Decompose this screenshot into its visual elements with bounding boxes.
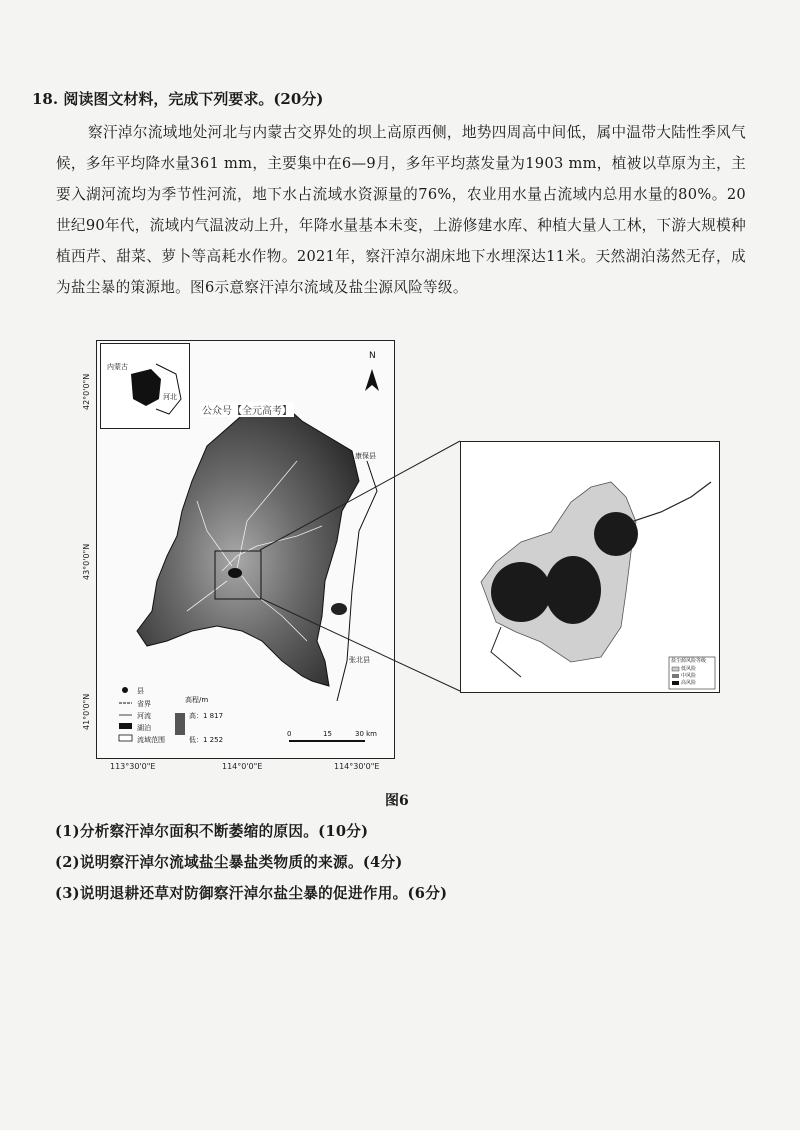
legend-elev-title: 高程/m [185,696,209,704]
lat-label-2: 43°0'0"N [82,543,91,580]
scale-15: 15 [323,730,332,738]
risk-high: 高风险 [681,680,697,686]
inset-label-nm: 内蒙古 [107,363,128,371]
risk-map [460,441,720,693]
risk-legend-title: 盐尘源风险等级 [671,658,707,664]
question-paragraph: 察汗淖尔流域地处河北与内蒙古交界处的坝上高原西侧，地势四周高中间低，属中温带大陆性季风气候，多年平均降水量361 mm，主要集中在6—9月，多年平均蒸发量为1903 mm，植被以草原为主，主要入湖河流均为季节性河流，地下水占流域水资源量的76%，农业用水量占流域内总用水量的80%。20世纪90年代，流域内气温波动上升，年降水量基本未变，上游修建水库、种植大量人工林，下游大规模种植西芹、甜菜、萝卜等高耗水作物。2021年，察汗淖尔湖床地下水埋深达11米。天然湖泊荡然无存，成为盐尘暴的策源地。图6示意察汗淖尔流域及盐尘源风险等级。 [56,124,746,296]
legend-river: 河流 [137,712,151,720]
legend-lake: 湖泊 [137,724,151,732]
risk-mid: 中风险 [681,673,697,679]
lon-label-2: 114°0'0"E [222,762,263,771]
lat-label-3: 41°0'0"N [82,693,91,730]
question-header: 18. 阅读图文材料，完成下列要求。(20分) [32,90,324,108]
inset-label-hb: 河北 [163,393,177,401]
legend-border: 省界 [137,700,151,708]
lat-label-1: 42°0'0"N [82,373,91,410]
scale-30: 30 km [355,730,378,738]
sub-question-1: (1)分析察汗淖尔面积不断萎缩的原因。(10分) [55,823,369,840]
sub-question-2: (2)说明察汗淖尔流域盐尘暴盐类物质的来源。(4分) [55,854,403,871]
lon-label-1: 113°30'0"E [110,762,156,771]
county-label-2: 张北县 [349,656,370,664]
lon-label-3: 114°30'0"E [334,762,380,771]
legend-county: 县 [137,687,144,695]
legend-elev-low: 低：1 252 [189,736,224,744]
legend-basin: 流域范围 [137,736,165,744]
county-label-1: 康保县 [355,452,376,460]
scale-0: 0 [287,730,292,738]
watermark: 公众号【全元高考】 [200,402,294,417]
legend-elev-high: 高：1 817 [189,712,224,720]
north-label: N [369,351,376,361]
figure-caption: 图6 [385,793,409,809]
risk-low: 低风险 [681,666,697,672]
sub-question-3: (3)说明退耕还草对防御察汗淖尔盐尘暴的促进作用。(6分) [55,885,448,902]
